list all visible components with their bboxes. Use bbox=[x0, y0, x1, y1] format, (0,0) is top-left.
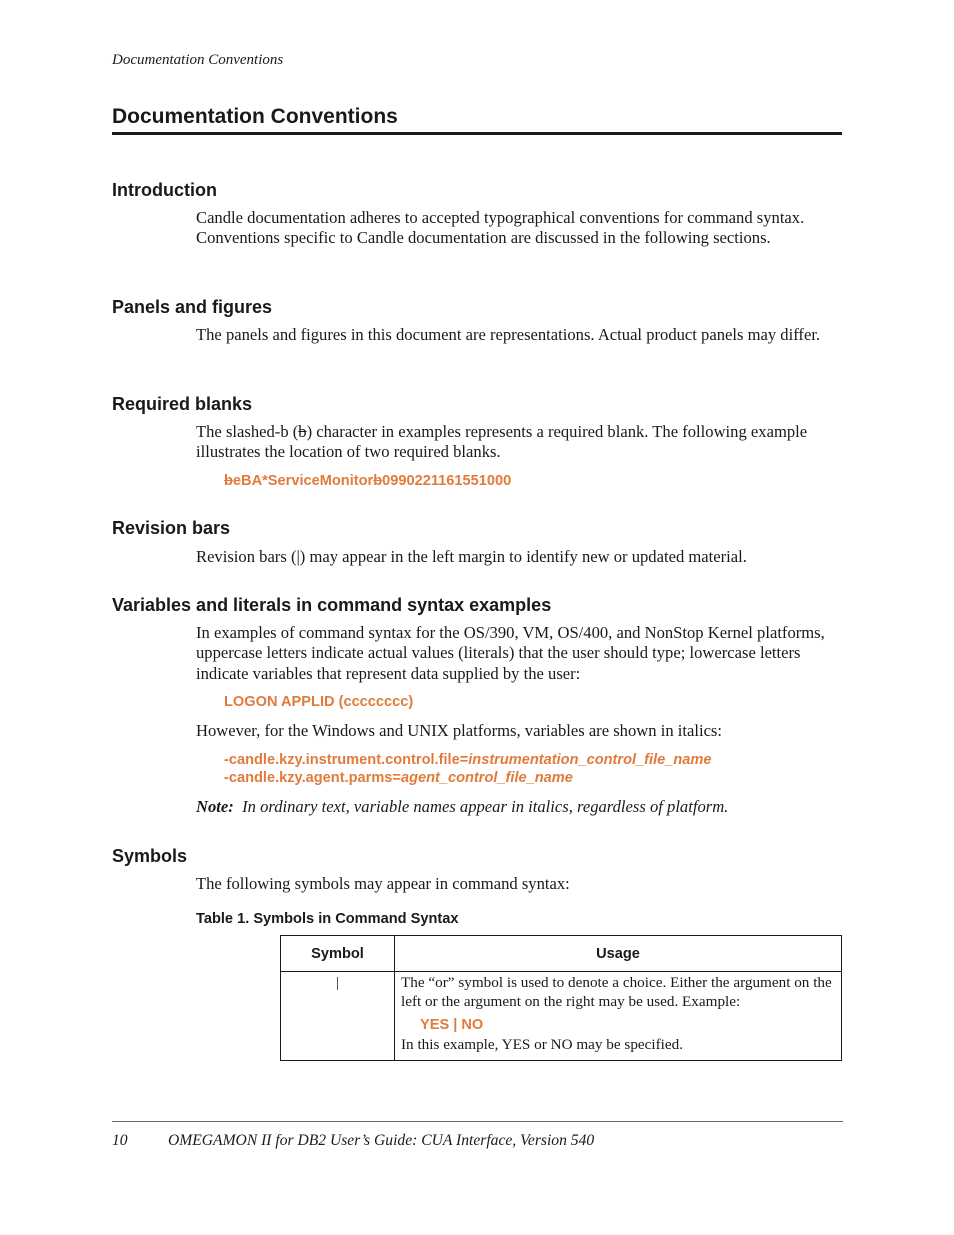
note bbox=[196, 797, 836, 817]
title-rule bbox=[112, 132, 842, 135]
logon-example: LOGON APPLID (cccccccc) bbox=[224, 694, 414, 710]
table-row bbox=[281, 972, 842, 1061]
note-text: In ordinary text, variable names appear in italics, regardless of platform. bbox=[242, 797, 729, 816]
variables-body-windows-unix: However, for the Windows and UNIX platforms, variables are shown in italics: bbox=[196, 721, 723, 740]
table-header-row bbox=[281, 936, 842, 972]
literal-text: -candle.kzy.instrument.control.file= bbox=[224, 752, 469, 768]
instrument-control-file-example bbox=[224, 752, 712, 768]
slashed-b-glyph: b bbox=[224, 473, 233, 489]
footer-book-title: OMEGAMON II for DB2 User’s Guide: CUA Interface, Version 540 bbox=[168, 1132, 595, 1149]
required-blanks-body bbox=[196, 422, 836, 463]
heading-variables-and-literals: Variables and literals in command syntax examples bbox=[112, 595, 552, 615]
heading-required-blanks: Required blanks bbox=[112, 394, 253, 414]
heading-revision-bars: Revision bars bbox=[112, 518, 231, 538]
symbols-body: The following symbols may appear in command syntax: bbox=[196, 874, 570, 893]
symbol-cell: | bbox=[281, 972, 395, 1061]
heading-symbols: Symbols bbox=[112, 846, 188, 866]
revision-bars-body: Revision bars (|) may appear in the left margin to identify new or updated material. bbox=[196, 547, 747, 566]
footer-page-number: 10 bbox=[112, 1132, 128, 1149]
column-header-symbol: Symbol bbox=[281, 936, 395, 972]
note-label: Note: bbox=[196, 797, 234, 816]
example-segment: 0990221161551000 bbox=[382, 473, 512, 489]
panels-body: The panels and figures in this document are representations. Actual product panels may differ. bbox=[196, 325, 821, 344]
blanks-body-after: ) character in examples represents a required blank. The following example illustrates the location of two required blanks. bbox=[196, 422, 808, 462]
table-caption: Table 1. Symbols in Command Syntax bbox=[196, 911, 459, 927]
column-header-usage: Usage bbox=[395, 936, 842, 972]
heading-panels-and-figures: Panels and figures bbox=[112, 297, 273, 317]
slashed-b-glyph: b bbox=[298, 422, 307, 441]
variable-text: agent_control_file_name bbox=[400, 770, 573, 786]
usage-cell bbox=[395, 972, 842, 1061]
page-title: Documentation Conventions bbox=[112, 105, 398, 128]
usage-example: YES | NO bbox=[420, 1017, 484, 1033]
introduction-body: Candle documentation adheres to accepted typographical conventions for command syntax. Conventions specific to Candle documentation are discussed in the following sections. bbox=[196, 208, 805, 248]
heading-introduction: Introduction bbox=[112, 180, 217, 200]
example-segment: eBA*ServiceMonitor bbox=[232, 473, 374, 489]
slashed-b-glyph: b bbox=[373, 473, 383, 489]
agent-parms-example bbox=[224, 770, 573, 786]
variables-body: In examples of command syntax for the OS/390, VM, OS/400, and NonStop Kernel platforms, uppercase letters indicate actual values (literals) that the user should type; lowercase letters indicate variables that represent data supplied by the user: bbox=[196, 623, 825, 683]
running-header: Documentation Conventions bbox=[112, 52, 284, 68]
symbols-table bbox=[280, 935, 842, 1061]
footer-rule bbox=[112, 1121, 843, 1122]
variable-text: instrumentation_control_file_name bbox=[468, 752, 712, 768]
blanks-body-before: The slashed-b ( bbox=[196, 422, 299, 441]
required-blanks-example bbox=[224, 473, 511, 489]
usage-text: The “or” symbol is used to denote a choice. Either the argument on the left or the argument on the right may be used. Example: bbox=[401, 974, 832, 1010]
usage-followup: In this example, YES or NO may be specified. bbox=[401, 1036, 684, 1053]
literal-text: -candle.kzy.agent.parms= bbox=[224, 770, 401, 786]
